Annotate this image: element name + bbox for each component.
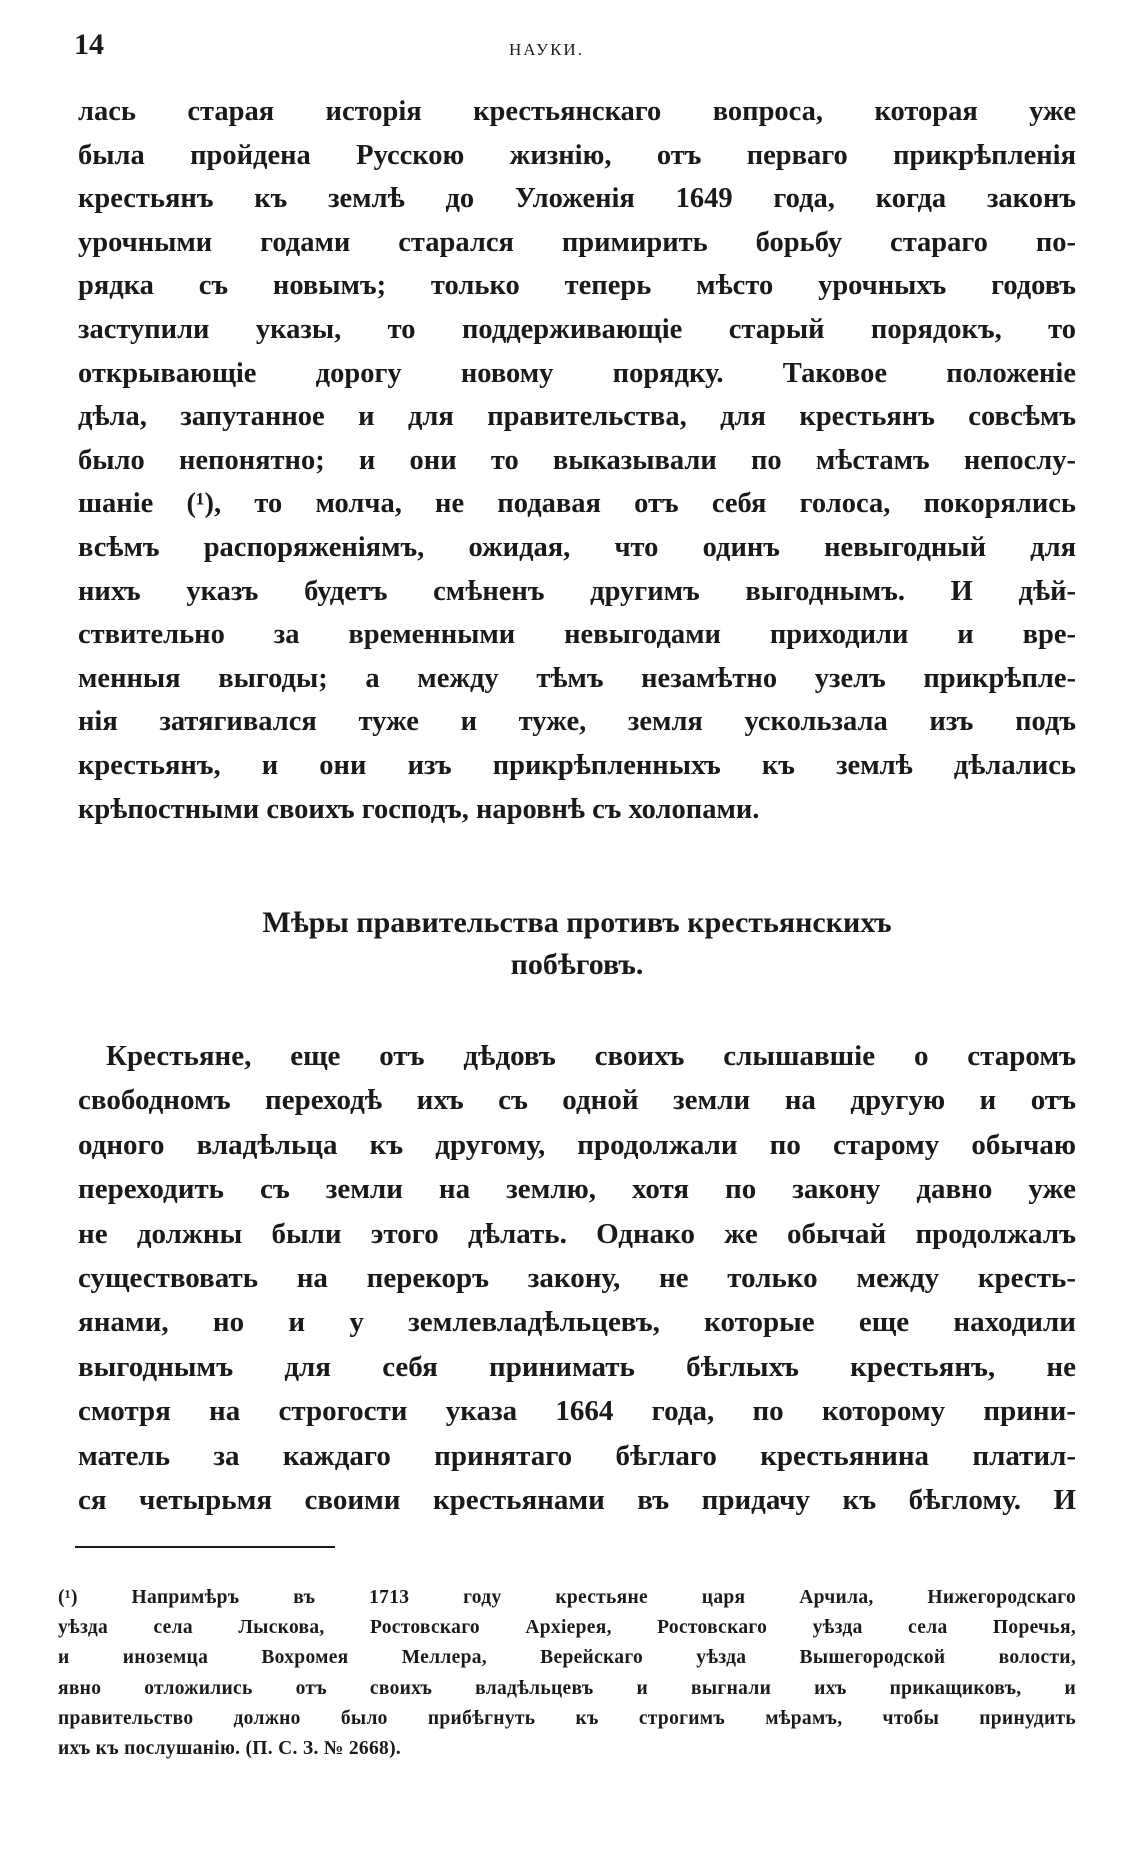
heading-line: побѣговъ. — [510, 948, 644, 981]
text-line: ствительно за временными невыгодами приходили и вре- — [78, 619, 1076, 651]
footnote-line: правительство должно было прибѣгнуть къ строгимъ мѣрамъ, чтобы принудить — [58, 1707, 1076, 1729]
text-line: выгоднымъ для себя принимать бѣглыхъ крестьянъ, не — [78, 1350, 1076, 1383]
section-heading — [78, 902, 1076, 986]
footnote — [58, 1583, 1076, 1764]
text-line: свободномъ переходѣ ихъ съ одной земли на другую и отъ — [78, 1084, 1076, 1117]
text-line: крѣпостными своихъ господъ, наровнѣ съ холопами. — [78, 793, 760, 825]
text-line: была пройдена Русскою жизнію, отъ перваго прикрѣпленія — [78, 139, 1076, 171]
text-line: нихъ указъ будетъ смѣненъ другимъ выгоднымъ. И дѣй- — [78, 575, 1076, 607]
heading-line: Мѣры правительства противъ крестьянскихъ — [262, 906, 892, 939]
text-line: шаніе (¹), то молча, не подавая отъ себя голоса, покорялись — [78, 488, 1076, 520]
text-line: было непонятно; и они то выказывали по мѣстамъ непослу- — [78, 444, 1076, 476]
paragraph-section — [78, 1034, 1076, 1522]
text-line: открывающіе дорогу новому порядку. Таковое положеніе — [78, 357, 1076, 389]
text-line: нія затягивался туже и туже, земля ускользала изъ подъ — [78, 706, 1076, 738]
footnote-line: (¹) Напримѣръ въ 1713 году крестьяне царя Арчила, Нижегородскаго — [58, 1587, 1076, 1608]
text-line: всѣмъ распоряженіямъ, ожидая, что одинъ невыгодный для — [78, 531, 1076, 563]
text-line: урочными годами старался примирить борьбу стараго по- — [78, 226, 1076, 258]
footnote-line: ихъ къ послушанію. (П. С. З. № 2668). — [58, 1738, 402, 1760]
text-line: лась старая исторія крестьянскаго вопроса, которая уже — [78, 96, 1076, 127]
text-line: смотря на строгости указа 1664 года, по которому прини- — [78, 1395, 1076, 1428]
footnote-line: и иноземца Вохромея Меллера, Верейскаго уѣзда Вышегородской волости, — [58, 1647, 1076, 1669]
text-line: рядка съ новымъ; только теперь мѣсто урочныхъ годовъ — [78, 270, 1076, 302]
footnote-line: уѣзда села Лыскова, Ростовскаго Архіерея, Ростовскаго уѣзда села Поречья, — [58, 1617, 1076, 1639]
running-head: НАУКИ. — [509, 40, 584, 59]
text-line: ся четырьмя своими крестьянами въ придачу къ бѣглому. И — [78, 1484, 1076, 1517]
text-line: Крестьяне, еще отъ дѣдовъ своихъ слышавшіе о старомъ — [106, 1040, 1076, 1072]
text-line: матель за каждаго принятаго бѣглаго крестьянина платил- — [78, 1439, 1076, 1472]
text-line: крестьянъ къ землѣ до Уложенія 1649 года, когда законъ — [78, 183, 1076, 215]
text-line: крестьянъ, и они изъ прикрѣпленныхъ къ землѣ дѣлались — [78, 749, 1076, 781]
text-line: янами, но и у землевладѣльцевъ, которые еще находили — [78, 1306, 1076, 1339]
footnote-line: явно отложились отъ своихъ владѣльцевъ и выгнали ихъ прикащиковъ, и — [58, 1677, 1076, 1699]
footnote-divider — [75, 1546, 335, 1548]
paragraph-continued — [78, 90, 1076, 831]
text-line: не должны были этого дѣлать. Однако же обычай продолжалъ — [78, 1217, 1076, 1250]
text-line: менныя выгоды; а между тѣмъ незамѣтно узелъ прикрѣпле- — [78, 662, 1076, 694]
text-line: переходить съ земли на землю, хотя по закону давно уже — [78, 1173, 1076, 1206]
text-line: заступили указы, то поддерживающіе старый порядокъ, то — [78, 313, 1076, 345]
text-line: существовать на перекоръ закону, не только между кресть- — [78, 1262, 1076, 1295]
page-number: 14 — [74, 28, 104, 61]
text-line: одного владѣльца къ другому, продолжали по старому обычаю — [78, 1128, 1076, 1161]
page-header — [74, 28, 1074, 68]
text-line: дѣла, запутанное и для правительства, для крестьянъ совсѣмъ — [78, 401, 1076, 433]
